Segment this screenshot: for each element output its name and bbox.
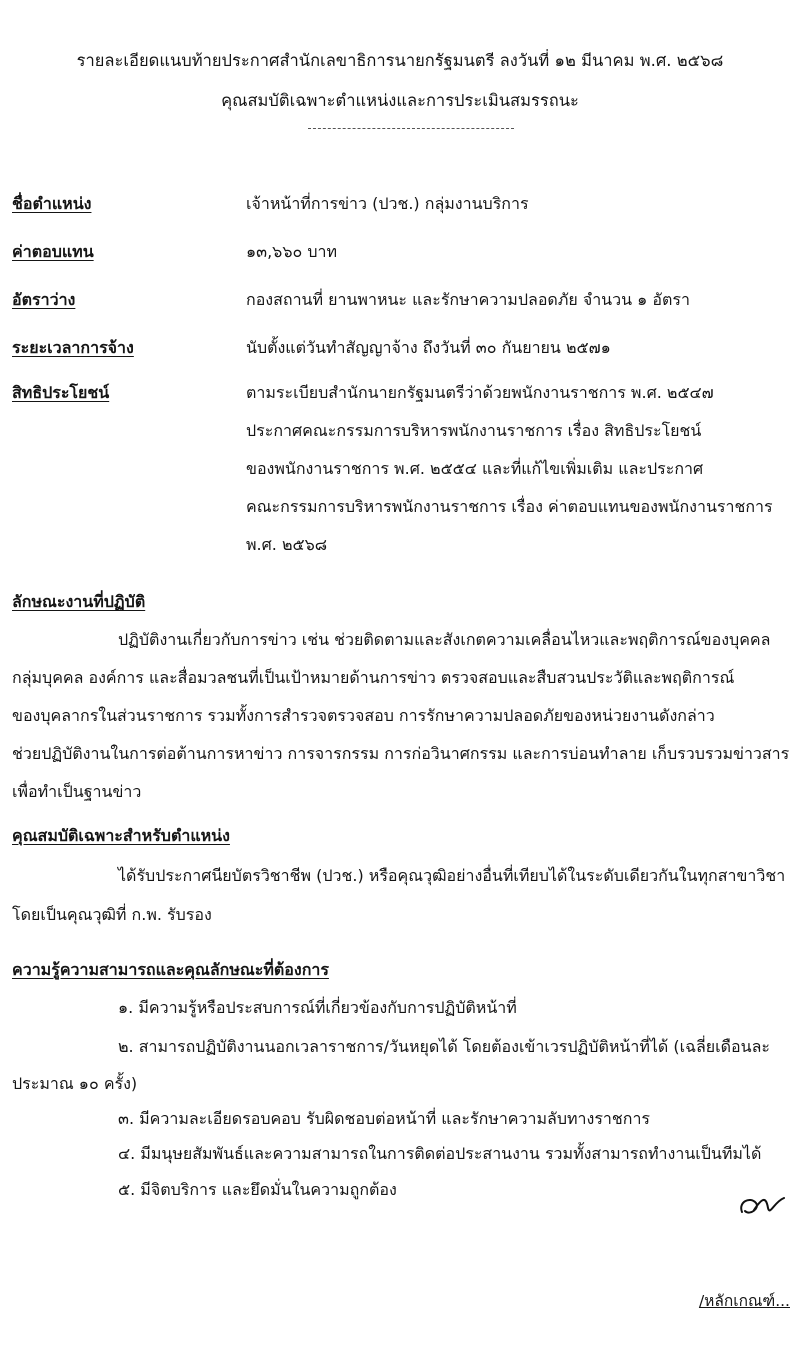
duties-line: กลุ่มบุคคล องค์การ และสื่อมวลชนที่เป็นเป้าหมายด้านการข่าว ตรวจสอบและสืบสวนประวัติและพฤติการณ์: [12, 668, 735, 687]
period-value: นับตั้งแต่วันทำสัญญาจ้าง ถึงวันที่ ๓๐ กันยายน ๒๕๗๑: [246, 338, 611, 357]
salary-label: ค่าตอบแทน: [12, 242, 94, 261]
vacancy-value: กองสถานที่ ยานพาหนะ และรักษาความปลอดภัย จำนวน ๑ อัตรา: [246, 290, 690, 309]
competency-item: ๔. มีมนุษยสัมพันธ์และความสามารถในการติดต่อประสานงาน รวมทั้งสามารถทำงานเป็นทีมได้: [118, 1144, 762, 1163]
qualifications-line: ได้รับประกาศนียบัตรวิชาชีพ (ปวช.) หรือคุณวุฒิอย่างอื่นที่เทียบได้ในระดับเดียวกันในทุกสาขาวิชา: [118, 866, 786, 885]
benefits-line: พ.ศ. ๒๕๖๘: [246, 535, 328, 554]
competencies-heading: ความรู้ความสามารถและคุณลักษณะที่ต้องการ: [12, 960, 329, 979]
header-title-line1: รายละเอียดแนบท้ายประกาศสำนักเลขาธิการนายกรัฐมนตรี ลงวันที่ ๑๒ มีนาคม พ.ศ. ๒๕๖๘: [76, 51, 724, 70]
competency-item: ๒. สามารถปฏิบัติงานนอกเวลาราชการ/วันหยุดได้ โดยต้องเข้าเวรปฏิบัติหน้าที่ได้ (เฉลี่ยเดือนละ: [118, 1037, 770, 1056]
duties-heading: ลักษณะงานที่ปฏิบัติ: [12, 592, 146, 611]
duties-line: ของบุคลากรในส่วนราชการ รวมทั้งการสำรวจตรวจสอบ การรักษาความปลอดภัยของหน่วยงานดังกล่าว: [12, 706, 715, 725]
header-title-line2: คุณสมบัติเฉพาะตำแหน่งและการประเมินสมรรถนะ: [221, 91, 579, 110]
benefits-line: ประกาศคณะกรรมการบริหารพนักงานราชการ เรื่อง สิทธิประโยชน์: [246, 421, 702, 440]
header-divider: [308, 128, 514, 129]
next-page-indicator: /หลักเกณฑ์...: [698, 1292, 790, 1310]
benefits-line: ตามระเบียบสำนักนายกรัฐมนตรีว่าด้วยพนักงานราชการ พ.ศ. ๒๕๔๗: [246, 383, 714, 402]
duties-line: ช่วยปฏิบัติงานในการต่อต้านการหาข่าว การจารกรรม การก่อวินาศกรรม และการบ่อนทำลาย เก็บรวบรวมข่าวสาร: [12, 744, 790, 763]
position-label: ชื่อตำแหน่ง: [12, 194, 92, 213]
position-value: เจ้าหน้าที่การข่าว (ปวช.) กลุ่มงานบริการ: [246, 194, 529, 213]
benefits-label: สิทธิประโยชน์: [12, 383, 110, 402]
duties-line: เพื่อทำเป็นฐานข่าว: [12, 782, 142, 801]
competency-item: ๕. มีจิตบริการ และยึดมั่นในความถูกต้อง: [118, 1180, 397, 1199]
duties-line: ปฏิบัติงานเกี่ยวกับการข่าว เช่น ช่วยติดตามและสังเกตความเคลื่อนไหวและพฤติการณ์ของบุคคล: [118, 630, 771, 649]
competency-item: ๑. มีความรู้หรือประสบการณ์ที่เกี่ยวข้องกับการปฏิบัติหน้าที่: [118, 998, 517, 1017]
competency-item: ๓. มีความละเอียดรอบคอบ รับผิดชอบต่อหน้าที่ และรักษาความลับทางราชการ: [118, 1109, 651, 1128]
qualifications-heading: คุณสมบัติเฉพาะสำหรับตำแหน่ง: [12, 826, 230, 845]
period-label: ระยะเวลาการจ้าง: [12, 338, 134, 357]
qualifications-line: โดยเป็นคุณวุฒิที่ ก.พ. รับรอง: [12, 905, 212, 924]
vacancy-label: อัตราว่าง: [12, 290, 76, 309]
competency-item: ประมาณ ๑๐ ครั้ง): [12, 1074, 138, 1093]
benefits-line: คณะกรรมการบริหารพนักงานราชการ เรื่อง ค่าตอบแทนของพนักงานราชการ: [246, 497, 773, 516]
benefits-line: ของพนักงานราชการ พ.ศ. ๒๕๕๔ และที่แก้ไขเพิ่มเติม และประกาศ: [246, 459, 704, 478]
initials-signature-icon: [736, 1188, 786, 1222]
salary-value: ๑๓,๖๖๐ บาท: [246, 242, 338, 261]
